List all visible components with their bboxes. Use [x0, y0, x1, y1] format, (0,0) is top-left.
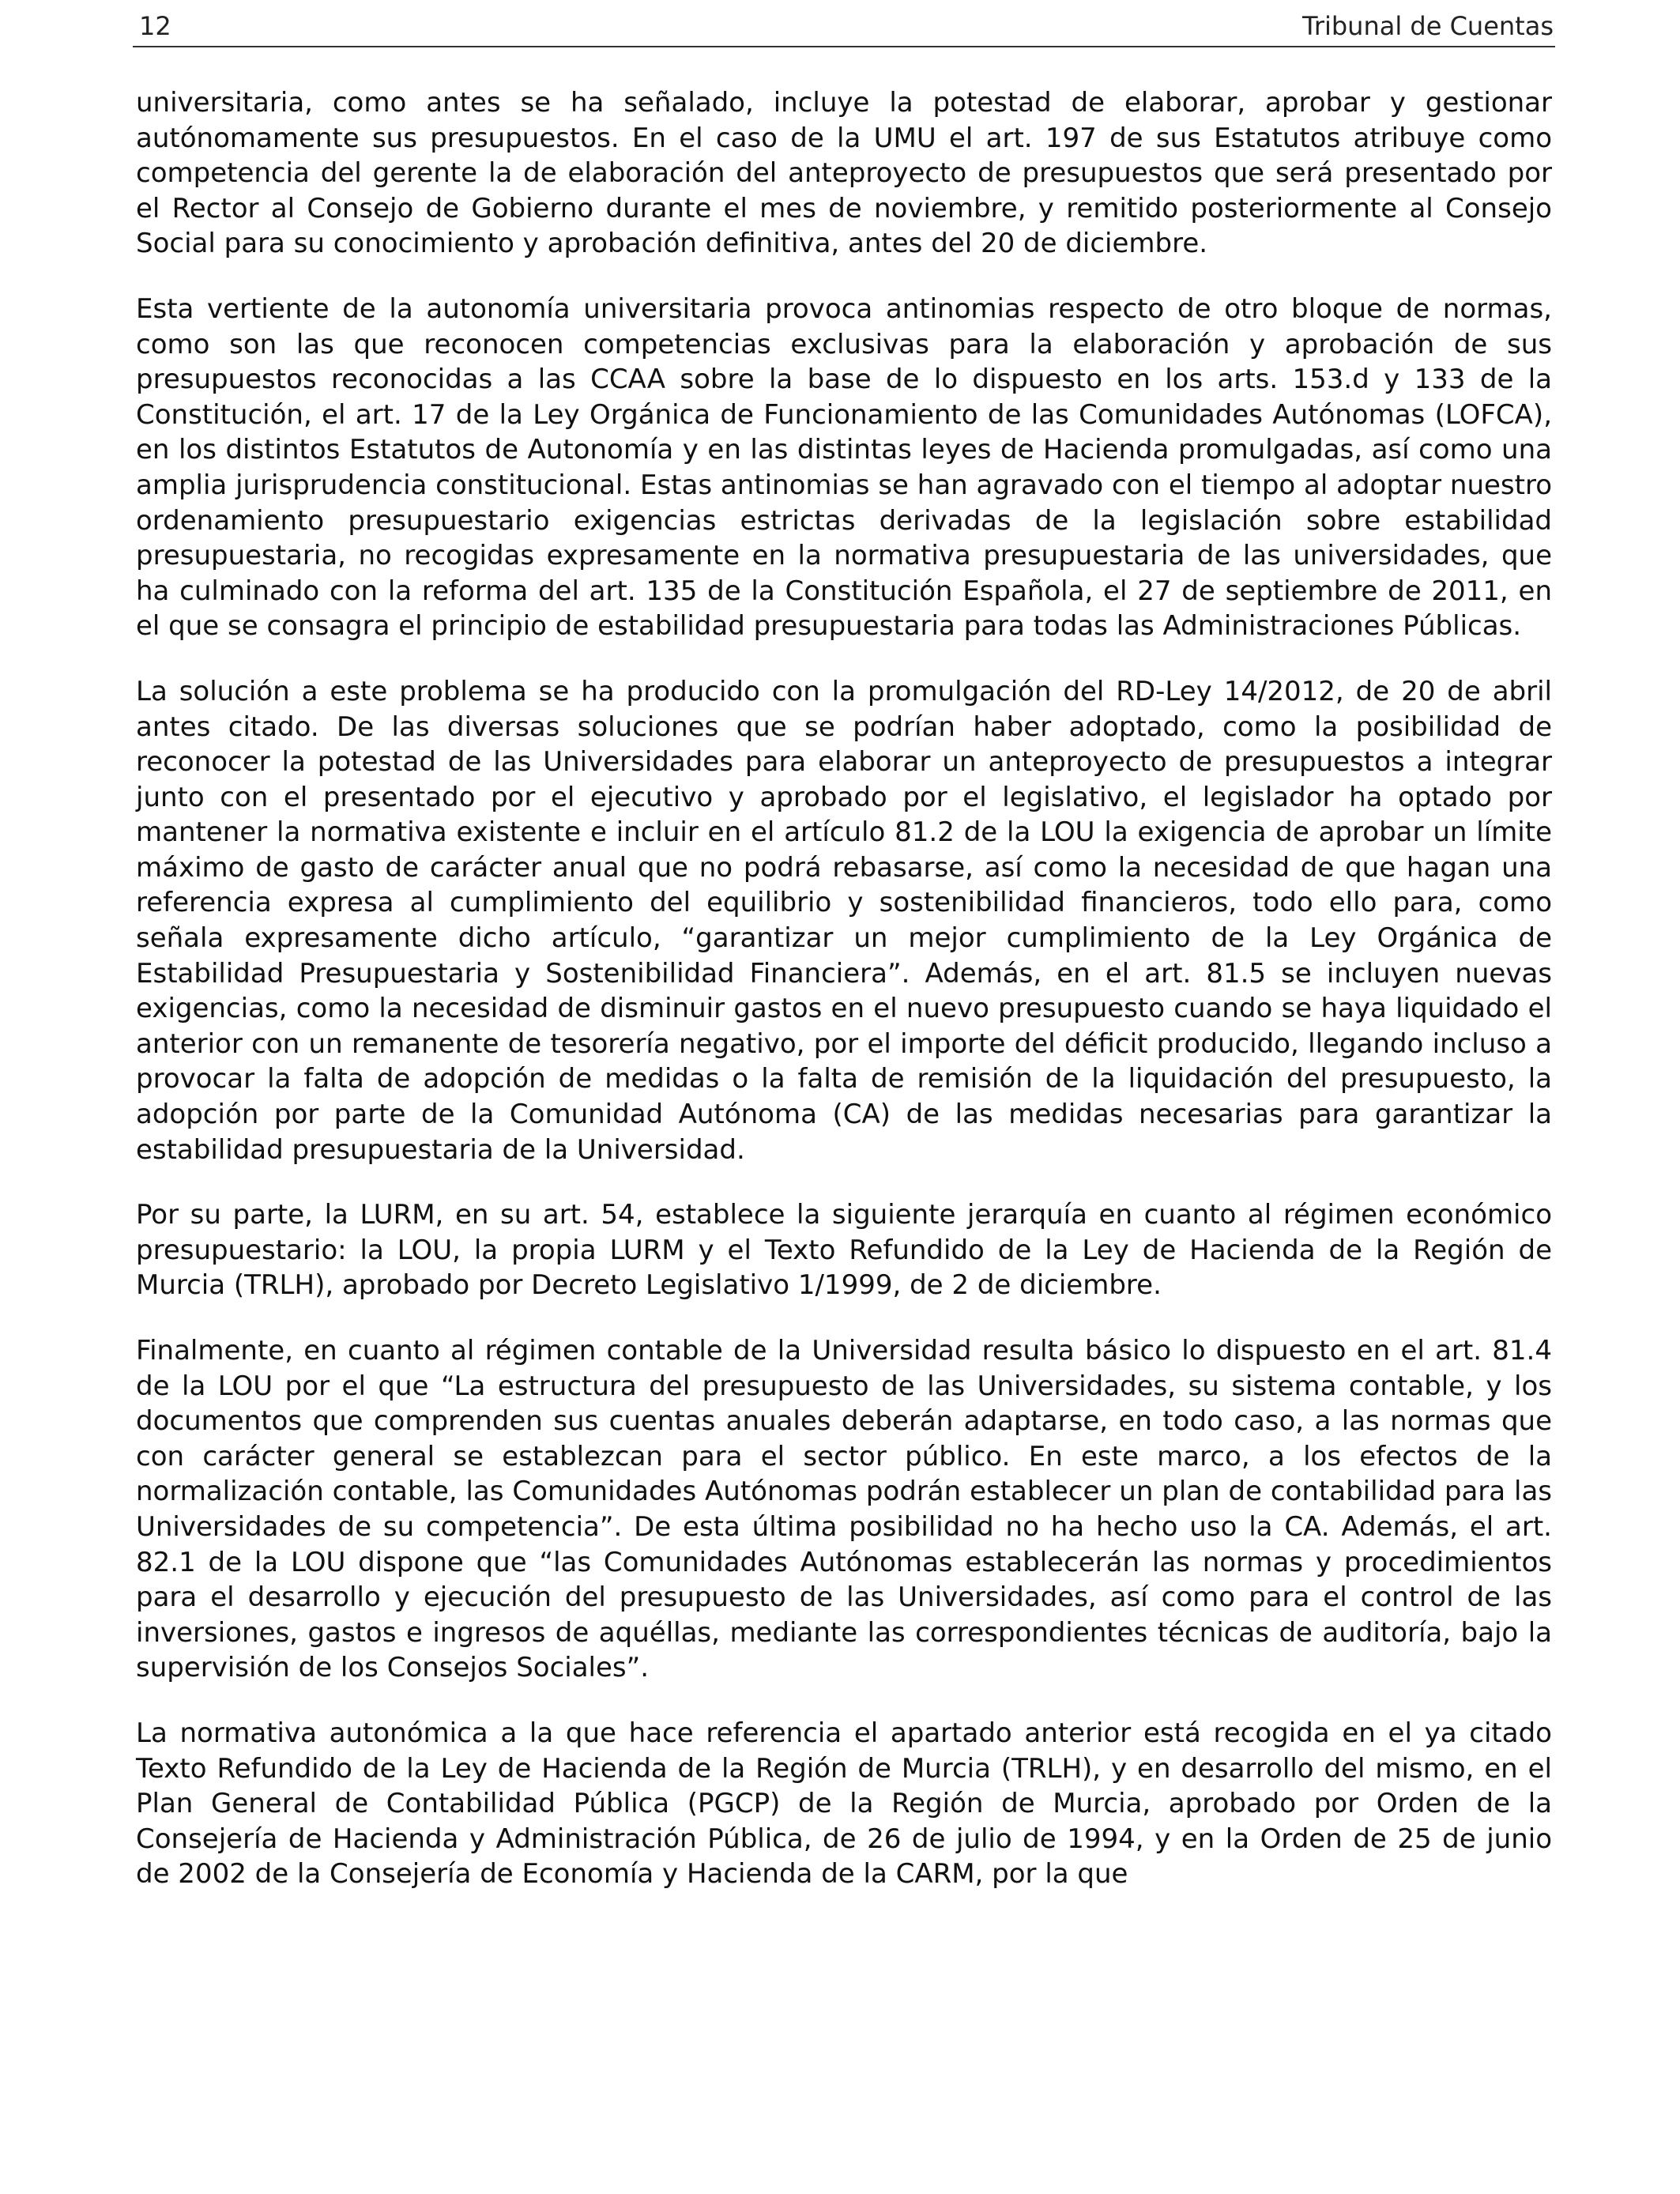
body-text: [136, 85, 1552, 1922]
running-title: Tribunal de Cuentas: [1301, 11, 1554, 41]
page-header: [133, 6, 1555, 47]
page-number: 12: [139, 11, 171, 41]
paragraph-3: La solución a este problema se ha producido con la promulgación del RD-Ley 14/2012, de 20 de abril antes citado. De las diversas soluciones que se podrían haber adoptado, como la posibilidad de reconocer la potestad de las Universidades para elaborar un anteproyecto de presupuestos a integrar junto con el presentado por el ejecutivo y aprobado por el legislativo, el legislador ha optado por mantener la normativa existente e incluir en el artículo 81.2 de la LOU la exigencia de aprobar un límite máximo de gasto de carácter anual que no podrá rebasarse, así como la necesidad de que hagan una referencia expresa al cumplimiento del equilibrio y sostenibilidad financieros, todo ello para, como señala expresamente dicho artículo, “garantizar un mejor cumplimiento de la Ley Orgánica de Estabilidad Presupuestaria y Sostenibilidad Financiera”. Además, en el art. 81.5 se incluyen nuevas exigencias, como la necesidad de disminuir gastos en el nuevo presupuesto cuando se haya liquidado el anterior con un remanente de tesorería negativo, por el importe del déficit producido, llegando incluso a provocar la falta de adopción de medidas o la falta de remisión de la liquidación del presupuesto, la adopción por parte de la Comunidad Autónoma (CA) de las medidas necesarias para garantizar la estabilidad presupuestaria de la Universidad.: [136, 675, 1552, 1166]
paragraph-1: universitaria, como antes se ha señalado, incluye la potestad de elaborar, aprobar y gestionar autónomamente sus presupuestos. En el caso de la UMU el art. 197 de sus Estatutos atribuye como competencia del gerente la de elaboración del anteproyecto de presupuestos que será presentado por el Rector al Consejo de Gobierno durante el mes de noviembre, y remitido posteriormente al Consejo Social para su conocimiento y aprobación definitiva, antes del 20 de diciembre.: [136, 87, 1552, 260]
paragraph-5: Finalmente, en cuanto al régimen contable de la Universidad resulta básico lo dispuesto en el art. 81.4 de la LOU por el que “La estructura del presupuesto de las Universidades, su sistema contable, y los documentos que comprenden sus cuentas anuales deberán adaptarse, en todo caso, a las normas que con carácter general se establezcan para el sector público. En este marco, a los efectos de la normalización contable, las Comunidades Autónomas podrán establecer un plan de contabilidad para las Universidades de su competencia”. De esta última posibilidad no ha hecho uso la CA. Además, el art. 82.1 de la LOU dispone que “las Comunidades Autónomas establecerán las normas y procedimientos para el desarrollo y ejecución del presupuesto de las Universidades, así como para el control de las inversiones, gastos e ingresos de aquéllas, mediante las correspondientes técnicas de auditoría, bajo la supervisión de los Consejos Sociales”.: [136, 1335, 1552, 1684]
paragraph-2: Esta vertiente de la autonomía universitaria provoca antinomias respecto de otro bloque de normas, como son las que reconocen competencias exclusivas para la elaboración y aprobación de sus presupuestos reconocidas a las CCAA sobre la base de lo dispuesto en los arts. 153.d y 133 de la Constitución, el art. 17 de la Ley Orgánica de Funcionamiento de las Comunidades Autónomas (LOFCA), en los distintos Estatutos de Autonomía y en las distintas leyes de Hacienda promulgadas, así como una amplia jurisprudencia constitucional. Estas antinomias se han agravado con el tiempo al adoptar nuestro ordenamiento presupuestario exigencias estrictas derivadas de la legislación sobre estabilidad presupuestaria, no recogidas expresamente en la normativa presupuestaria de las universidades, que ha culminado con la reforma del art. 135 de la Constitución Española, el 27 de septiembre de 2011, en el que se consagra el principio de estabilidad presupuestaria para todas las Administraciones Públicas.: [136, 292, 1552, 643]
paragraph-6: La normativa autonómica a la que hace referencia el apartado anterior está recogida en el ya citado Texto Refundido de la Ley de Hacienda de la Región de Murcia (TRLH), y en desarrollo del mismo, en el Plan General de Contabilidad Pública (PGCP) de la Región de Murcia, aprobado por Orden de la Consejería de Hacienda y Administración Pública, de 26 de julio de 1994, y en la Orden de 25 de junio de 2002 de la Consejería de Economía y Hacienda de la CARM, por la que: [136, 1717, 1552, 1891]
paragraph-4: Por su parte, la LURM, en su art. 54, establece la siguiente jerarquía en cuanto al régimen económico presupuestario: la LOU, la propia LURM y el Texto Refundido de la Ley de Hacienda de la Región de Murcia (TRLH), aprobado por Decreto Legislativo 1/1999, de 2 de diciembre.: [136, 1199, 1552, 1302]
